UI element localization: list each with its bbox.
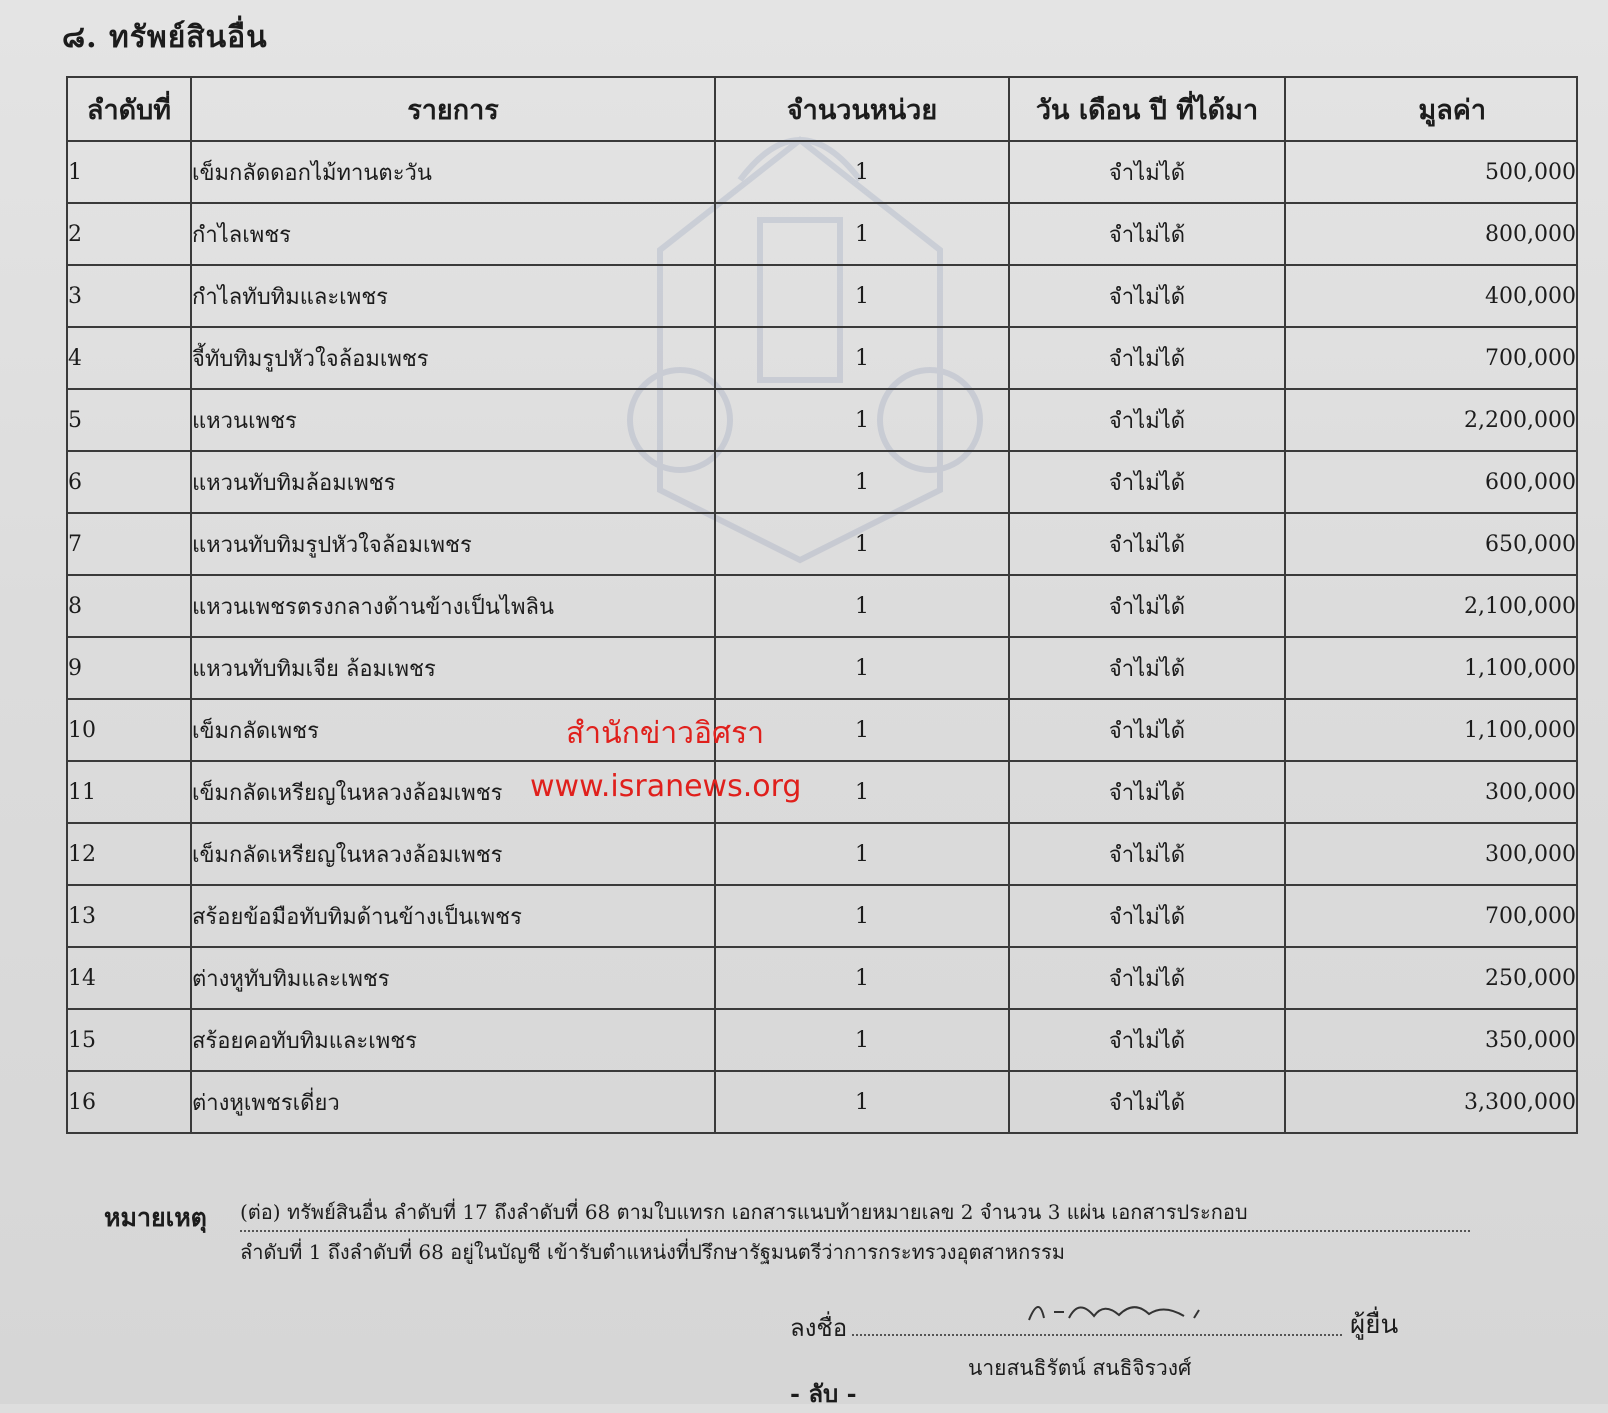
table-row [67, 389, 1577, 451]
acquired-date: จำไม่ได้ [1009, 947, 1285, 1009]
table-row [67, 327, 1577, 389]
item-name: แหวนทับทิมเจีย ล้อมเพชร [191, 637, 715, 699]
row-number: 5 [67, 389, 191, 451]
row-number: 4 [67, 327, 191, 389]
unit-count: 1 [715, 1009, 1009, 1071]
item-name: กำไลทับทิมและเพชร [191, 265, 715, 327]
item-name: แหวนเพชร [191, 389, 715, 451]
note-label: หมายเหตุ [104, 1203, 207, 1232]
unit-count: 1 [715, 141, 1009, 203]
row-number: 6 [67, 451, 191, 513]
note-text-line2: ลำดับที่ 1 ถึงลำดับที่ 68 อยู่ในบัญชี เข้ารับตำแหน่งที่ปรึกษารัฐมนตรีว่าการกระทรวงอุตสาหกรรม [240, 1240, 1065, 1264]
table-header-row [67, 77, 1577, 141]
table-row [67, 823, 1577, 885]
acquired-date: จำไม่ได้ [1009, 575, 1285, 637]
unit-count: 1 [715, 265, 1009, 327]
asset-value: 350,000 [1285, 1009, 1577, 1071]
unit-count: 1 [715, 575, 1009, 637]
row-number: 12 [67, 823, 191, 885]
asset-value: 1,100,000 [1285, 699, 1577, 761]
item-name: สร้อยคอทับทิมและเพชร [191, 1009, 715, 1071]
row-number: 13 [67, 885, 191, 947]
table-row [67, 637, 1577, 699]
acquired-date: จำไม่ได้ [1009, 1009, 1285, 1071]
item-name: เข็มกลัดเพชร [191, 699, 715, 761]
table-row [67, 265, 1577, 327]
table-row [67, 947, 1577, 1009]
note-text-line1: (ต่อ) ทรัพย์สินอื่น ลำดับที่ 17 ถึงลำดับที่ 68 ตามใบแทรก เอกสารแนบท้ายหมายเลข 2 จำนวน 3 แผ่น เอกสารประกอบ [240, 1196, 1470, 1232]
row-number: 16 [67, 1071, 191, 1133]
row-number: 9 [67, 637, 191, 699]
acquired-date: จำไม่ได้ [1009, 699, 1285, 761]
unit-count: 1 [715, 699, 1009, 761]
asset-value: 300,000 [1285, 761, 1577, 823]
asset-value: 2,100,000 [1285, 575, 1577, 637]
item-name: สร้อยข้อมือทับทิมด้านข้างเป็นเพชร [191, 885, 715, 947]
table-row [67, 1009, 1577, 1071]
other-assets-table [66, 76, 1578, 1134]
table-row [67, 513, 1577, 575]
asset-value: 600,000 [1285, 451, 1577, 513]
acquired-date: จำไม่ได้ [1009, 141, 1285, 203]
asset-value: 3,300,000 [1285, 1071, 1577, 1133]
acquired-date: จำไม่ได้ [1009, 1071, 1285, 1133]
unit-count: 1 [715, 451, 1009, 513]
header-item: รายการ [191, 77, 715, 141]
section-title: ๘. ทรัพย์สินอื่น [62, 20, 268, 55]
unit-count: 1 [715, 761, 1009, 823]
unit-count: 1 [715, 885, 1009, 947]
acquired-date: จำไม่ได้ [1009, 265, 1285, 327]
submitter-label: ผู้ยื่น [1350, 1310, 1399, 1340]
acquired-date: จำไม่ได้ [1009, 203, 1285, 265]
item-name: เข็มกลัดดอกไม้ทานตะวัน [191, 141, 715, 203]
asset-value: 400,000 [1285, 265, 1577, 327]
unit-count: 1 [715, 823, 1009, 885]
asset-value: 250,000 [1285, 947, 1577, 1009]
item-name: กำไลเพชร [191, 203, 715, 265]
item-name: เข็มกลัดเหรียญในหลวงล้อมเพชร [191, 823, 715, 885]
table-row [67, 761, 1577, 823]
row-number: 7 [67, 513, 191, 575]
stamp-agency-name: สำนักข่าวอิศรา [566, 716, 765, 751]
acquired-date: จำไม่ได้ [1009, 885, 1285, 947]
unit-count: 1 [715, 637, 1009, 699]
asset-value: 300,000 [1285, 823, 1577, 885]
unit-count: 1 [715, 513, 1009, 575]
unit-count: 1 [715, 203, 1009, 265]
unit-count: 1 [715, 327, 1009, 389]
acquired-date: จำไม่ได้ [1009, 637, 1285, 699]
item-name: แหวนทับทิมรูปหัวใจล้อมเพชร [191, 513, 715, 575]
table-row [67, 203, 1577, 265]
acquired-date: จำไม่ได้ [1009, 451, 1285, 513]
item-name: จี้ทับทิมรูปหัวใจล้อมเพชร [191, 327, 715, 389]
news-agency-stamp [530, 710, 801, 804]
handwritten-signature [1024, 1290, 1224, 1330]
asset-value: 800,000 [1285, 203, 1577, 265]
item-name: ต่างหูทับทิมและเพชร [191, 947, 715, 1009]
table-row [67, 1071, 1577, 1133]
signer-name: นายสนธิรัตน์ สนธิจิรวงศ์ [968, 1356, 1192, 1380]
asset-value: 2,200,000 [1285, 389, 1577, 451]
asset-value: 650,000 [1285, 513, 1577, 575]
row-number: 15 [67, 1009, 191, 1071]
item-name: เข็มกลัดเหรียญในหลวงล้อมเพชร [191, 761, 715, 823]
row-number: 11 [67, 761, 191, 823]
unit-count: 1 [715, 947, 1009, 1009]
acquired-date: จำไม่ได้ [1009, 327, 1285, 389]
asset-value: 700,000 [1285, 885, 1577, 947]
row-number: 8 [67, 575, 191, 637]
table-row [67, 575, 1577, 637]
item-name: แหวนเพชรตรงกลางด้านข้างเป็นไพลิน [191, 575, 715, 637]
acquired-date: จำไม่ได้ [1009, 513, 1285, 575]
header-qty: จำนวนหน่วย [715, 77, 1009, 141]
row-number: 3 [67, 265, 191, 327]
row-number: 14 [67, 947, 191, 1009]
item-name: ต่างหูเพชรเดี่ยว [191, 1071, 715, 1133]
confidential-mark: - ลับ - [790, 1379, 857, 1408]
header-no: ลำดับที่ [67, 77, 191, 141]
table-row [67, 141, 1577, 203]
acquired-date: จำไม่ได้ [1009, 761, 1285, 823]
header-date: วัน เดือน ปี ที่ได้มา [1009, 77, 1285, 141]
acquired-date: จำไม่ได้ [1009, 389, 1285, 451]
item-name: แหวนทับทิมล้อมเพชร [191, 451, 715, 513]
header-value: มูลค่า [1285, 77, 1577, 141]
table-row [67, 885, 1577, 947]
row-number: 1 [67, 141, 191, 203]
unit-count: 1 [715, 1071, 1009, 1133]
row-number: 2 [67, 203, 191, 265]
asset-value: 700,000 [1285, 327, 1577, 389]
table-row [67, 451, 1577, 513]
asset-value: 1,100,000 [1285, 637, 1577, 699]
sign-label: ลงชื่อ [790, 1314, 848, 1342]
unit-count: 1 [715, 389, 1009, 451]
acquired-date: จำไม่ได้ [1009, 823, 1285, 885]
table-row [67, 699, 1577, 761]
row-number: 10 [67, 699, 191, 761]
asset-value: 500,000 [1285, 141, 1577, 203]
stamp-website: www.isranews.org [530, 769, 802, 804]
